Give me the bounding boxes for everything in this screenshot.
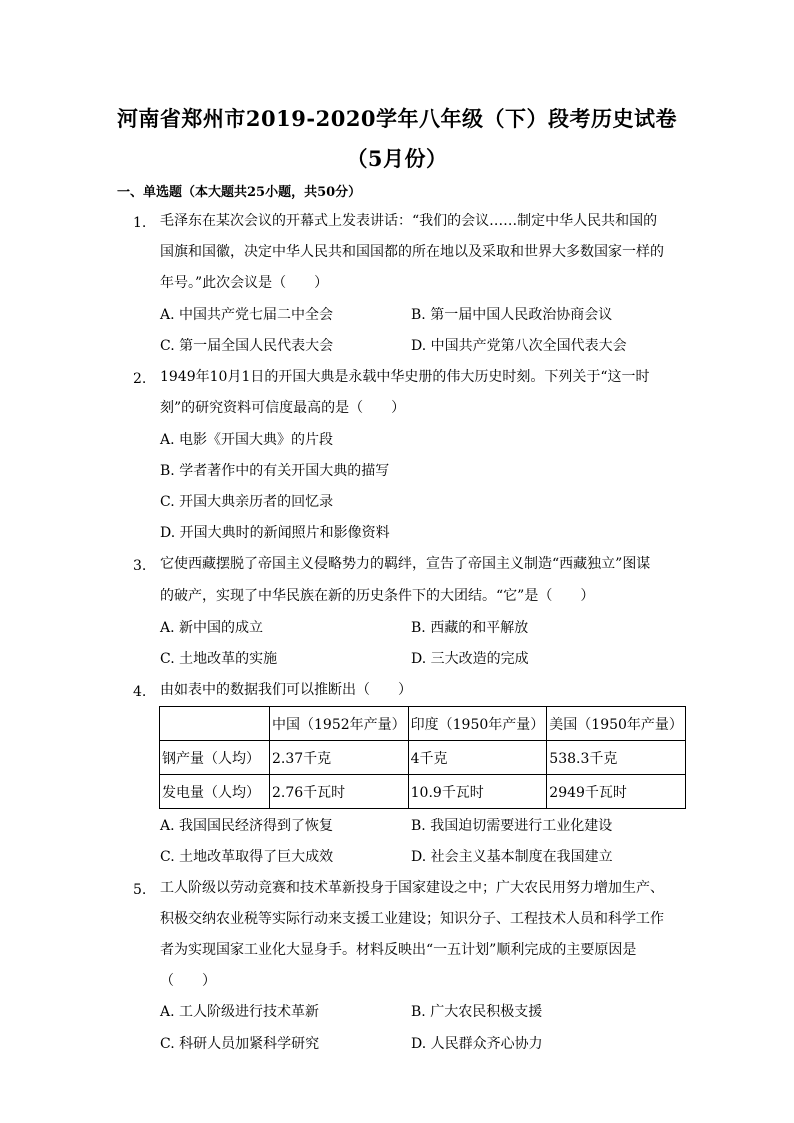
question-2-option-d[interactable]: D. 开国大典时的新闻照片和影像资料: [160, 525, 390, 541]
table-cell: 10.9千瓦时: [408, 775, 547, 809]
production-data-table: [159, 706, 686, 809]
question-5-text-line-2: 积极交纳农业税等实际行动来支援工业建设；知识分子、工程技术人员和科学工作: [160, 911, 664, 927]
table-cell: 2949千瓦时: [547, 775, 686, 809]
table-header-cell: 美国（1950年产量）: [547, 707, 686, 741]
table-cell: 538.3千克: [547, 741, 686, 775]
table-cell: 发电量（人均）: [160, 775, 270, 809]
question-5-text-line-3: 者为实现国家工业化大显身手。材料反映出“一五计划”顺利完成的主要原因是: [160, 942, 637, 958]
question-4-option-d[interactable]: D. 社会主义基本制度在我国建立: [411, 849, 613, 865]
question-1-text-line-3: 年号。”此次会议是（ ）: [160, 275, 329, 291]
exam-title: 河南省郑州市2019-2020学年八年级（下）段考历史试卷: [116, 106, 678, 131]
question-3-text-line-2: 的破产，实现了中华民族在新的历史条件下的大团结。“它”是（ ）: [160, 588, 595, 604]
section-heading: 一、单选题（本大题共25小题，共50分）: [117, 185, 362, 200]
question-2-text-line-1: 1949年10月1日的开国大典是永载中华史册的伟大历史时刻。下列关于“这一时: [160, 369, 650, 385]
question-3-number: 3.: [133, 558, 147, 574]
question-1-option-a[interactable]: A. 中国共产党七届二中全会: [160, 307, 334, 323]
question-3-option-c[interactable]: C. 土地改革的实施: [160, 651, 278, 667]
table-cell: 钢产量（人均）: [160, 741, 270, 775]
question-3-text-line-1: 它使西藏摆脱了帝国主义侵略势力的羁绊，宣告了帝国主义制造“西藏独立”图谋: [160, 556, 651, 572]
question-2-option-a[interactable]: A. 电影《开国大典》的片段: [160, 432, 334, 448]
question-4-option-b[interactable]: B. 我国迫切需要进行工业化建设: [411, 818, 613, 834]
question-5-option-d[interactable]: D. 人民群众齐心协力: [411, 1036, 543, 1052]
table-cell: 4千克: [408, 741, 547, 775]
question-2-option-b[interactable]: B. 学者著作中的有关开国大典的描写: [160, 463, 390, 479]
question-1-option-d[interactable]: D. 中国共产党第八次全国代表大会: [411, 338, 627, 354]
table-header-row: [160, 707, 686, 741]
question-5-text-line-1: 工人阶级以劳动竞赛和技术革新投身于国家建设之中；广大农民用努力增加生产、: [160, 880, 664, 896]
question-5-text-line-4: （ ）: [160, 973, 216, 989]
question-5-option-b[interactable]: B. 广大农民积极支援: [411, 1004, 543, 1020]
table-cell: 2.76千瓦时: [270, 775, 409, 809]
table-header-cell: 印度（1950年产量）: [408, 707, 547, 741]
table-header-cell: 中国（1952年产量）: [270, 707, 409, 741]
question-5-option-c[interactable]: C. 科研人员加紧科学研究: [160, 1036, 320, 1052]
question-1-number: 1.: [133, 215, 147, 231]
question-4-text-line-1: 由如表中的数据我们可以推断出（ ）: [160, 682, 412, 698]
question-1-option-b[interactable]: B. 第一届中国人民政治协商会议: [411, 307, 613, 323]
question-1-text-line-1: 毛泽东在某次会议的开幕式上发表讲话：“我们的会议……制定中华人民共和国的: [160, 213, 658, 229]
question-4-option-c[interactable]: C. 土地改革取得了巨大成效: [160, 849, 334, 865]
question-4-number: 4.: [133, 684, 147, 700]
question-3-option-a[interactable]: A. 新中国的成立: [160, 620, 264, 636]
question-5-number: 5.: [133, 882, 147, 898]
table-cell: 2.37千克: [270, 741, 409, 775]
question-3-option-d[interactable]: D. 三大改造的完成: [411, 651, 529, 667]
table-header-cell: [160, 707, 270, 741]
exam-subtitle: （5月份）: [346, 146, 448, 171]
question-1-text-line-2: 国旗和国徽，决定中华人民共和国国都的所在地以及采取和世界大多数国家一样的: [160, 244, 664, 260]
question-4-option-a[interactable]: A. 我国国民经济得到了恢复: [160, 818, 334, 834]
question-2-number: 2.: [133, 371, 147, 387]
question-3-option-b[interactable]: B. 西藏的和平解放: [411, 620, 529, 636]
question-5-option-a[interactable]: A. 工人阶级进行技术革新: [160, 1004, 320, 1020]
question-1-option-c[interactable]: C. 第一届全国人民代表大会: [160, 338, 334, 354]
table-row: [160, 741, 686, 775]
question-2-option-c[interactable]: C. 开国大典亲历者的回忆录: [160, 494, 334, 510]
question-2-text-line-2: 刻”的研究资料可信度最高的是（ ）: [160, 400, 406, 416]
table-row: [160, 775, 686, 809]
